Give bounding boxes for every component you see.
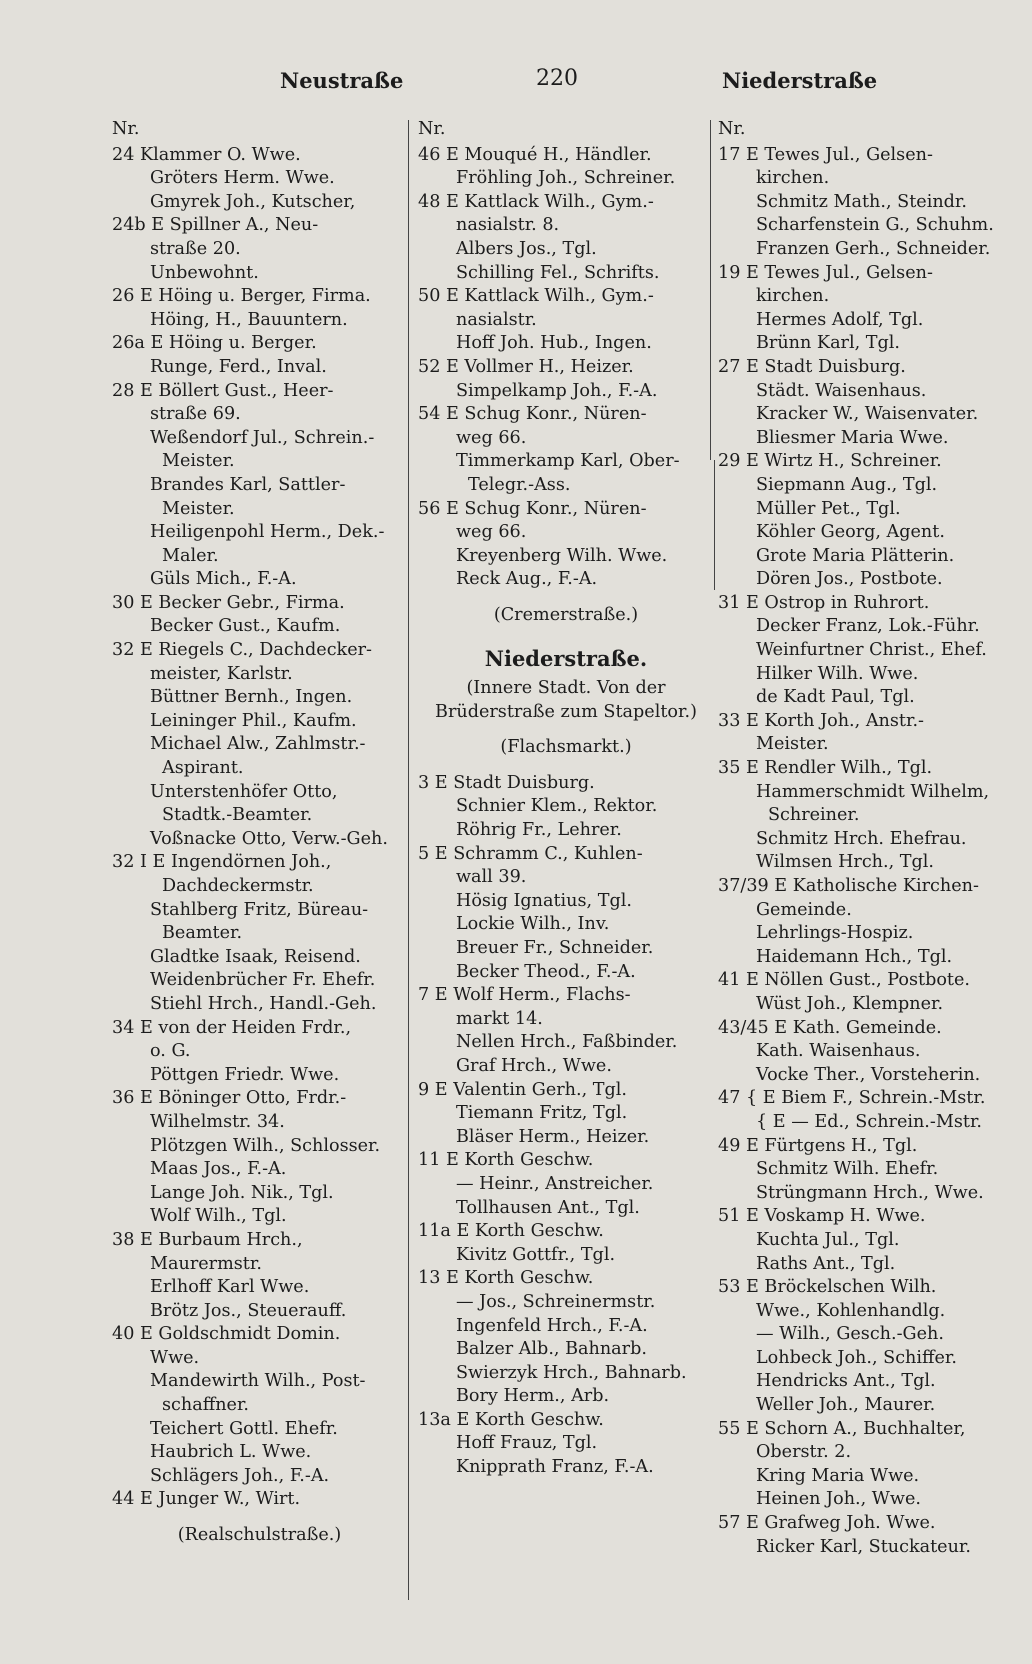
directory-entry-line: Swierzyk Hrch., Bahnarb. — [456, 1362, 687, 1383]
directory-entry-line: straße 69. — [150, 404, 241, 425]
directory-entry-line: Strüngmann Hrch., Wwe. — [756, 1182, 984, 1203]
directory-entry-line: Meister. — [756, 734, 829, 755]
directory-entry-line: wall 39. — [456, 867, 527, 888]
section-heading: (Innere Stadt. Von der — [466, 678, 666, 699]
directory-entry-line: Voßnacke Otto, Verw.-Geh. — [150, 828, 388, 849]
directory-entry-line: Plötzgen Wilh., Schlosser. — [150, 1135, 381, 1156]
directory-entry-line: Schilling Fel., Schrifts. — [456, 262, 660, 283]
directory-entry-line: 35 E Rendler Wilh., Tgl. — [718, 758, 933, 779]
directory-entry-line: Raths Ant., Tgl. — [756, 1253, 896, 1274]
section-heading: (Realschulstraße.) — [177, 1525, 342, 1546]
directory-entry-line: Wwe., Kohlenhandlg. — [756, 1300, 946, 1321]
directory-entry-line: 26 E Höing u. Berger, Firma. — [112, 286, 371, 307]
directory-entry-line: schaffner. — [162, 1395, 250, 1416]
column-divider — [714, 460, 715, 590]
directory-entry-line: Teichert Gottl. Ehefr. — [150, 1418, 338, 1439]
directory-entry-line: meister, Karlstr. — [150, 663, 293, 684]
directory-entry-line: — Jos., Schreinermstr. — [456, 1291, 656, 1312]
directory-entry-line: 40 E Goldschmidt Domin. — [112, 1324, 341, 1345]
directory-entry-line: Schmitz Hrch. Ehefrau. — [756, 828, 967, 849]
directory-entry-line: kirchen. — [756, 168, 830, 189]
directory-entry-line: Leininger Phil., Kaufm. — [150, 710, 357, 731]
directory-entry-line: Bliesmer Maria Wwe. — [756, 427, 949, 448]
column-divider — [408, 120, 409, 1600]
directory-entry-line: Hilker Wilh. Wwe. — [756, 663, 919, 684]
directory-entry-line: Bläser Herm., Heizer. — [456, 1126, 650, 1147]
directory-entry-line: de Kadt Paul, Tgl. — [756, 687, 915, 708]
directory-entry-line: 31 E Ostrop in Ruhrort. — [718, 592, 930, 613]
directory-entry-line: Graf Hrch., Wwe. — [456, 1055, 612, 1076]
directory-entry-line: 51 E Voskamp H. Wwe. — [718, 1206, 926, 1227]
directory-entry-line: 34 E von der Heiden Frdr., — [112, 1017, 352, 1038]
directory-entry-line: Röhrig Fr., Lehrer. — [456, 820, 622, 841]
section-heading: Brüderstraße zum Stapeltor.) — [435, 701, 697, 722]
directory-entry-line: 3 E Stadt Duisburg. — [418, 772, 595, 793]
directory-entry-line: 47 { E Biem F., Schrein.-Mstr. — [718, 1088, 986, 1109]
directory-entry-line: Simpelkamp Joh., F.-A. — [456, 380, 658, 401]
directory-entry-line: 53 E Bröckelschen Wilh. — [718, 1277, 937, 1298]
directory-entry-line: 7 E Wolf Herm., Flachs- — [418, 985, 631, 1006]
directory-entry-line: 30 E Becker Gebr., Firma. — [112, 592, 345, 613]
directory-entry-line: Brötz Jos., Steuerauff. — [150, 1300, 347, 1321]
directory-entry-line: straße 20. — [150, 238, 241, 259]
directory-entry-line: Wilhelmstr. 34. — [150, 1111, 285, 1132]
directory-entry-line: 49 E Fürtgens H., Tgl. — [718, 1135, 918, 1156]
directory-entry-line: Reck Aug., F.-A. — [456, 569, 598, 590]
spacer — [418, 724, 714, 736]
directory-entry-line: Telegr.-Ass. — [468, 474, 571, 495]
directory-entry-line: Knipprath Franz, F.-A. — [456, 1457, 654, 1478]
directory-entry-line: Nr. — [112, 119, 140, 139]
directory-entry-line: Wolf Wilh., Tgl. — [150, 1206, 287, 1227]
directory-entry-line: Albers Jos., Tgl. — [456, 238, 597, 259]
directory-entry-line: 50 E Kattlack Wilh., Gym.- — [418, 286, 654, 307]
directory-entry-line: Schmitz Math., Steindr. — [756, 191, 967, 212]
directory-entry-line: 24b E Spillner A., Neu- — [112, 215, 319, 236]
directory-entry-line: Becker Theod., F.-A. — [456, 961, 636, 982]
section-heading: (Cremerstraße.) — [493, 604, 639, 625]
directory-entry-line: Schlägers Joh., F.-A. — [150, 1465, 330, 1486]
column-niederstrasse — [718, 118, 1018, 1559]
directory-entry-line: Kracker W., Waisenvater. — [756, 404, 979, 425]
directory-entry-line: Oberstr. 2. — [756, 1442, 852, 1463]
directory-entry-line: 5 E Schramm C., Kuhlen- — [418, 843, 643, 864]
directory-entry-line: Becker Gust., Kaufm. — [150, 616, 341, 637]
directory-entry-line: Brünn Karl, Tgl. — [756, 333, 900, 354]
directory-entry-line: — Heinr., Anstreicher. — [456, 1173, 654, 1194]
directory-entry-line: Gröters Herm. Wwe. — [150, 168, 335, 189]
directory-entry-line: 19 E Tewes Jul., Gelsen- — [718, 262, 933, 283]
directory-entry-line: Bory Herm., Arb. — [456, 1386, 610, 1407]
directory-entry-line: Müller Pet., Tgl. — [756, 498, 901, 519]
directory-entry-line: 41 E Nöllen Gust., Postbote. — [718, 970, 970, 991]
directory-entry-line: Gemeinde. — [756, 899, 852, 920]
directory-entry-line: 11a E Korth Geschw. — [418, 1221, 604, 1242]
directory-entry-line: 13a E Korth Geschw. — [418, 1409, 604, 1430]
directory-entry-line: 32 I E Ingendörnen Joh., — [112, 852, 332, 873]
directory-entry-line: Vocke Ther., Vorsteherin. — [756, 1064, 981, 1085]
directory-entry-line: Gladtke Isaak, Reisend. — [150, 946, 361, 967]
directory-entry-line: 38 E Burbaum Hrch., — [112, 1229, 303, 1250]
spacer — [418, 760, 714, 772]
directory-entry-line: Timmerkamp Karl, Ober- — [456, 451, 680, 472]
directory-entry-line: Aspirant. — [162, 758, 244, 779]
directory-entry-line: Wüst Joh., Klempner. — [756, 993, 944, 1014]
directory-entry-line: 11 E Korth Geschw. — [418, 1150, 594, 1171]
directory-entry-line: weg 66. — [456, 522, 527, 543]
directory-entry-line: Büttner Bernh., Ingen. — [150, 687, 353, 708]
spacer — [418, 627, 714, 639]
directory-entry-line: 48 E Kattlack Wilh., Gym.- — [418, 191, 654, 212]
directory-entry-line: Hammerschmidt Wilhelm, — [756, 781, 990, 802]
directory-entry-line: weg 66. — [456, 427, 527, 448]
directory-entry-line: — Wilh., Gesch.-Geh. — [756, 1324, 944, 1345]
directory-entry-line: 28 E Böllert Gust., Heer- — [112, 380, 334, 401]
page-header — [0, 62, 1032, 102]
directory-entry-line: nasialstr. 8. — [456, 215, 560, 236]
directory-entry-line: Meister. — [162, 451, 235, 472]
directory-entry-line: Beamter. — [162, 923, 243, 944]
directory-entry-line: Lehrlings-Hospiz. — [756, 923, 914, 944]
left-street-title: Neustraße — [280, 68, 404, 93]
directory-entry-line: Kivitz Gottfr., Tgl. — [456, 1244, 616, 1265]
directory-entry-line: Güls Mich., F.-A. — [150, 569, 297, 590]
directory-entry-line: 29 E Wirtz H., Schreiner. — [718, 451, 942, 472]
right-street-title: Niederstraße — [722, 68, 878, 93]
directory-entry-line: Maas Jos., F.-A. — [150, 1159, 287, 1180]
directory-entry-line: Nellen Hrch., Faßbinder. — [456, 1032, 678, 1053]
directory-entry-line: Siepmann Aug., Tgl. — [756, 474, 938, 495]
directory-entry-line: Lockie Wilh., Inv. — [456, 914, 610, 935]
directory-entry-line: 44 E Junger W., Wirt. — [112, 1489, 301, 1510]
directory-entry-line: Schreiner. — [768, 805, 860, 826]
directory-entry-line: markt 14. — [456, 1008, 543, 1029]
directory-entry-line: 27 E Stadt Duisburg. — [718, 356, 906, 377]
directory-entry-line: Weidenbrücher Fr. Ehefr. — [150, 970, 376, 991]
directory-entry-line: Decker Franz, Lok.-Führ. — [756, 616, 980, 637]
directory-entry-line: Heiligenpohl Herm., Dek.- — [150, 522, 385, 543]
directory-entry-line: Hösig Ignatius, Tgl. — [456, 890, 632, 911]
directory-entry-line: Ricker Karl, Stuckateur. — [756, 1536, 971, 1557]
directory-entry-line: Grote Maria Plätterin. — [756, 545, 955, 566]
directory-entry-line: 13 E Korth Geschw. — [418, 1268, 594, 1289]
directory-entry-line: Stahlberg Fritz, Büreau- — [150, 899, 369, 920]
directory-entry-line: 46 E Mouqué H., Händler. — [418, 144, 652, 165]
directory-entry-line: Breuer Fr., Schneider. — [456, 938, 654, 958]
directory-entry-line: Heinen Joh., Wwe. — [756, 1489, 921, 1510]
directory-entry-line: { E — Ed., Schrein.-Mstr. — [756, 1111, 983, 1132]
directory-entry-line: Kreyenberg Wilh. Wwe. — [456, 545, 668, 566]
directory-entry-line: Dören Jos., Postbote. — [756, 569, 943, 590]
directory-entry-line: Mandewirth Wilh., Post- — [150, 1371, 366, 1392]
directory-entry-line: Runge, Ferd., Inval. — [150, 356, 327, 377]
spacer — [418, 592, 714, 604]
directory-entry-line: Brandes Karl, Sattler- — [150, 474, 346, 495]
directory-entry-line: Kring Maria Wwe. — [756, 1465, 920, 1486]
directory-entry-line: Balzer Alb., Bahnarb. — [456, 1339, 647, 1360]
column-neustrasse-niederstrasse — [418, 118, 714, 1480]
directory-entry-line: Kath. Waisenhaus. — [756, 1041, 921, 1062]
directory-entry-line: Kuchta Jul., Tgl. — [756, 1229, 900, 1250]
spacer — [112, 1512, 407, 1524]
directory-entry-line: Lohbeck Joh., Schiffer. — [756, 1347, 957, 1368]
directory-entry-line: Ingenfeld Hrch., F.-A. — [456, 1315, 648, 1336]
directory-entry-line: Schnier Klem., Rektor. — [456, 796, 658, 817]
directory-entry-line: 33 E Korth Joh., Anstr.- — [718, 710, 924, 731]
directory-entry-line: Hoff Frauz, Tgl. — [456, 1433, 598, 1454]
directory-entry-line: Unterstenhöfer Otto, — [150, 781, 338, 802]
directory-entry-line: Franzen Gerh., Schneider. — [756, 238, 991, 259]
directory-entry-line: Tiemann Fritz, Tgl. — [456, 1103, 628, 1124]
directory-entry-line: kirchen. — [756, 286, 830, 307]
directory-entry-line: Weinfurtner Christ., Ehef. — [756, 640, 987, 661]
directory-entry-line: Weßendorf Jul., Schrein.- — [150, 427, 375, 448]
directory-entry-line: Dachdeckermstr. — [162, 876, 314, 896]
directory-entry-line: 54 E Schug Konr., Nüren- — [418, 404, 647, 425]
directory-entry-line: Schmitz Wilh. Ehefr. — [756, 1159, 939, 1180]
directory-entry-line: 37/39 E Katholische Kirchen- — [718, 876, 979, 896]
directory-entry-line: Maurermstr. — [150, 1253, 262, 1274]
directory-entry-line: Hermes Adolf, Tgl. — [756, 309, 924, 330]
directory-entry-line: 32 E Riegels C., Dachdecker- — [112, 640, 372, 661]
directory-entry-line: o. G. — [150, 1041, 191, 1062]
directory-entry-line: 43/45 E Kath. Gemeinde. — [718, 1017, 942, 1038]
directory-entry-line: 24 Klammer O. Wwe. — [112, 144, 301, 165]
directory-entry-line: Fröhling Joh., Schreiner. — [456, 168, 676, 189]
directory-entry-line: Unbewohnt. — [150, 262, 259, 283]
directory-entry-line: Nr. — [418, 119, 446, 139]
directory-entry-line: Lange Joh. Nik., Tgl. — [150, 1182, 334, 1203]
directory-entry-line: 55 E Schorn A., Buchhalter, — [718, 1418, 966, 1439]
directory-entry-line: Scharfenstein G., Schuhm. — [756, 215, 994, 236]
directory-entry-line: Hoff Joh. Hub., Ingen. — [456, 333, 652, 354]
directory-entry-line: nasialstr. — [456, 309, 537, 330]
directory-entry-line: Hendricks Ant., Tgl. — [756, 1371, 936, 1392]
directory-entry-line: Höing, H., Bauuntern. — [150, 309, 348, 330]
directory-entry-line: Wwe. — [150, 1347, 200, 1368]
directory-entry-line: Wilmsen Hrch., Tgl. — [756, 852, 935, 873]
directory-entry-line: 36 E Böninger Otto, Frdr.- — [112, 1088, 347, 1109]
directory-entry-line: Erlhoff Karl Wwe. — [150, 1277, 310, 1298]
directory-entry-line: Maler. — [162, 545, 219, 566]
directory-entry-line: Michael Alw., Zahlmstr.- — [150, 734, 366, 755]
directory-entry-line: Haidemann Hch., Tgl. — [756, 946, 953, 967]
directory-entry-line: Stadtk.-Beamter. — [162, 805, 313, 826]
directory-entry-line: Tollhausen Ant., Tgl. — [456, 1197, 640, 1218]
section-heading: Niederstraße. — [484, 646, 648, 672]
directory-entry-line: 17 E Tewes Jul., Gelsen- — [718, 144, 933, 165]
directory-entry-line: Weller Joh., Maurer. — [756, 1395, 936, 1416]
directory-entry-line: Städt. Waisenhaus. — [756, 380, 927, 401]
section-heading: (Flachsmarkt.) — [500, 737, 632, 758]
directory-entry-line: Gmyrek Joh., Kutscher, — [150, 191, 356, 212]
directory-entry-line: Pöttgen Friedr. Wwe. — [150, 1064, 340, 1085]
directory-entry-line: 26a E Höing u. Berger. — [112, 333, 317, 354]
page-number: 220 — [536, 66, 578, 91]
directory-entry-line: Nr. — [718, 119, 746, 139]
directory-entry-line: Meister. — [162, 498, 235, 519]
directory-entry-line: Köhler Georg, Agent. — [756, 522, 945, 543]
column-neustrasse — [112, 118, 407, 1548]
directory-entry-line: Stiehl Hrch., Handl.-Geh. — [150, 993, 377, 1014]
directory-entry-line: 9 E Valentin Gerh., Tgl. — [418, 1079, 627, 1100]
directory-entry-line: 57 E Grafweg Joh. Wwe. — [718, 1513, 936, 1534]
directory-entry-line: Haubrich L. Wwe. — [150, 1442, 312, 1463]
directory-entry-line: 56 E Schug Konr., Nüren- — [418, 498, 647, 519]
directory-entry-line: 52 E Vollmer H., Heizer. — [418, 356, 634, 377]
